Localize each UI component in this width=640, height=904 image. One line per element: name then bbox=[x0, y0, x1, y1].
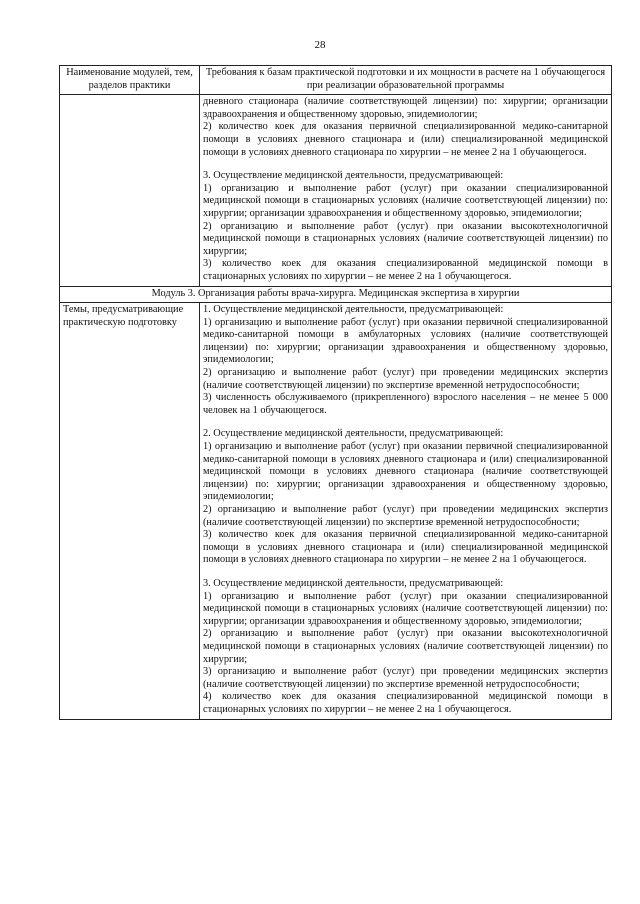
module-content-row bbox=[60, 303, 612, 719]
requirements-table bbox=[59, 65, 612, 720]
requirement-line: 2) организацию и выполнение работ (услуг) при проведении медицинских экспертиз (наличие соответствующей лицензии) по экспертизе временной нетрудоспособности; bbox=[203, 367, 608, 391]
requirements-block bbox=[203, 96, 608, 159]
requirement-line: 1) организацию и выполнение работ (услуг) при оказании специализированной медицинской помощи в стационарных условиях (наличие соответствующей лицензии) по: хирургии; организации здравоохранения и общественному здоровью, эпидемиологии; bbox=[203, 182, 608, 219]
requirement-line: 3) количество коек для оказания первичной специализированной медико-санитарной помощи в условиях дневного стационара и (или) специализированной медицинской помощи в условиях дневного стационара по хирургии – не менее 2 на 1 обучающегося. bbox=[203, 529, 608, 566]
requirement-line: 1) организацию и выполнение работ (услуг) при оказании специализированной медицинской помощи в стационарных условиях (наличие соответствующей лицензии) по: хирургии; организации здравоохранения и общественному здоровью, эпидемиологии; bbox=[203, 590, 608, 627]
requirement-line: 3. Осуществление медицинской деятельности, предусматривающей: bbox=[203, 577, 504, 589]
requirement-line: 2. Осуществление медицинской деятельности, предусматривающей: bbox=[203, 428, 504, 440]
continuation-requirements-cell bbox=[200, 95, 612, 286]
requirement-line: 2) организацию и выполнение работ (услуг) при проведении медицинских экспертиз (наличие соответствующей лицензии) по экспертизе временной нетрудоспособности; bbox=[203, 504, 608, 528]
requirement-line: 4) количество коек для оказания специализированной медицинской помощи в стационарных условиях по хирургии – не менее 2 на 1 обучающегося. bbox=[203, 691, 608, 715]
continuation-row bbox=[60, 95, 612, 286]
requirement-line: 1. Осуществление медицинской деятельности, предусматривающей: bbox=[203, 304, 504, 316]
continuation-topic-cell bbox=[60, 95, 200, 286]
requirement-line: 3. Осуществление медицинской деятельности, предусматривающей: bbox=[203, 170, 504, 182]
requirement-line: 2) организацию и выполнение работ (услуг) при оказании высокотехнологичной медицинской помощи в стационарных условиях (наличие соответствующей лицензии) по хирургии; bbox=[203, 628, 608, 665]
requirement-line: 3) численность обслуживаемого (прикрепленного) взрослого населения – не менее 5 000 человек на 1 обучающегося. bbox=[203, 392, 608, 416]
table-header-row bbox=[60, 66, 612, 95]
page-number: 28 bbox=[314, 39, 326, 51]
module-requirements-cell bbox=[200, 303, 612, 719]
requirements-block bbox=[203, 170, 608, 283]
requirements-block bbox=[203, 428, 608, 567]
topic-label: Темы, предусматривающие практическую подготовку bbox=[60, 303, 200, 719]
requirement-line: 2) организацию и выполнение работ (услуг) при оказании высокотехнологичной медицинской помощи в стационарных условиях (наличие соответствующей лицензии) по хирургии; bbox=[203, 220, 608, 257]
requirement-line: 1) организацию и выполнение работ (услуг) при оказании первичной специализированной медико-санитарной помощи в амбулаторных условиях (наличие соответствующей лицензии) по: хирургии; организации здравоохранения и общественному здоровью, эпидемиологии; bbox=[203, 316, 608, 366]
requirements-block bbox=[203, 304, 608, 417]
header-requirements-column: Требования к базам практической подготовки и их мощности в расчете на 1 обучающегося при реализации образовательной программы bbox=[200, 66, 612, 95]
requirement-line: дневного стационара (наличие соответствующей лицензии) по: хирургии; организации здравоохранения и общественному здоровью, эпидемиологии; bbox=[203, 96, 608, 120]
module-title: Модуль 3. Организация работы врача-хирурга. Медицинская экспертиза в хирургии bbox=[60, 286, 612, 303]
requirements-block bbox=[203, 578, 608, 717]
header-modules-column: Наименование модулей, тем, разделов практики bbox=[60, 66, 200, 95]
module-title-row bbox=[60, 286, 612, 303]
requirement-line: 3) количество коек для оказания специализированной медицинской помощи в стационарных условиях по хирургии – не менее 2 на 1 обучающегося. bbox=[203, 258, 608, 282]
requirement-line: 2) количество коек для оказания первичной специализированной медико-санитарной помощи в условиях дневного стационара и (или) специализированной медицинской помощи в условиях дневного стационара по хирургии – не менее 2 на 1 обучающегося. bbox=[203, 121, 608, 158]
requirement-line: 3) организацию и выполнение работ (услуг) при проведении медицинских экспертиз (наличие соответствующей лицензии) по экспертизе временной нетрудоспособности; bbox=[203, 666, 608, 690]
requirement-line: 1) организацию и выполнение работ (услуг) при оказании первичной специализированной медико-санитарной помощи в условиях дневного стационара и (или) специализированной медицинской помощи в условиях дневного стационара (наличие соответствующей лицензии) по: хирургии; организации здравоохранения и общественному здоровью, эпидемиологии; bbox=[203, 441, 608, 503]
